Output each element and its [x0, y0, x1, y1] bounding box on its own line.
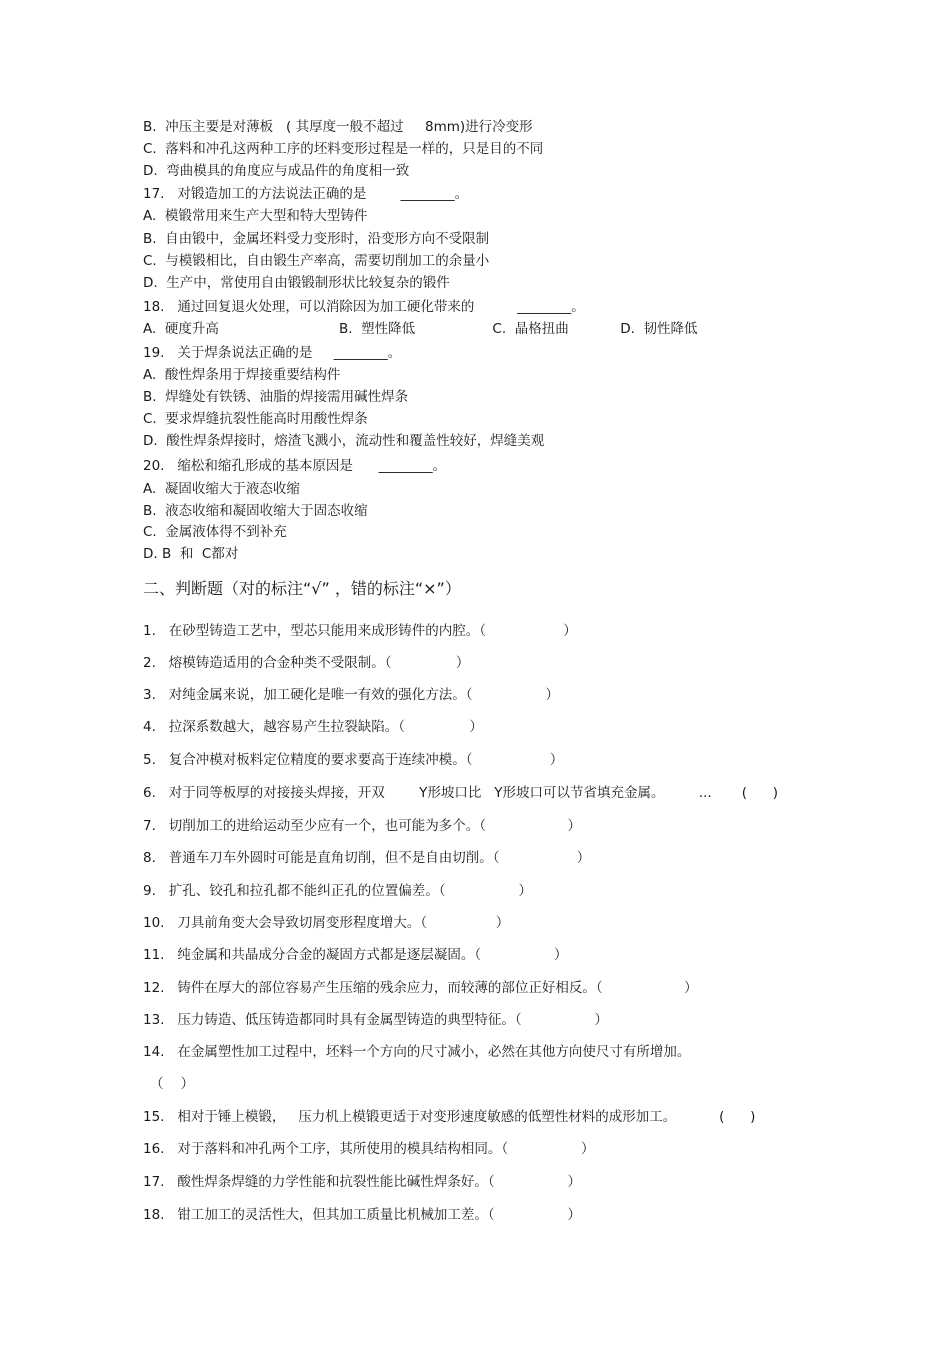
choice-line: C. 与模锻相比，自由锻生产率高，需要切削加工的余量小 — [143, 253, 490, 269]
judgment-item: 3. 对纯金属来说，加工硬化是唯一有效的强化方法。（ ） — [143, 687, 559, 703]
choice-line: D. 酸性焊条焊接时，熔渣飞溅小，流动性和覆盖性较好，焊缝美观 — [143, 433, 545, 449]
choice-line: B. 自由锻中，金属坯料受力变形时，沿变形方向不受限制 — [143, 231, 490, 247]
choice-line: B. 冲压主要是对薄板 ( 其厚度一般不超过 8mm)进行冷变形 — [143, 119, 533, 135]
judgment-item: 7. 切削加工的进给运动至少应有一个，也可能为多个。（ ） — [143, 818, 582, 834]
choice-line: C. 落料和冲孔这两种工序的坯料变形过程是一样的，只是目的不同 — [143, 141, 544, 157]
judgment-item: 5. 复合冲模对板料定位精度的要求要高于连续冲模。（ ） — [143, 752, 564, 768]
choice-line: 17. 对锻造加工的方法说法正确的是 ________。 — [143, 186, 469, 202]
judgment-item: 17. 酸性焊条焊缝的力学性能和抗裂性能比碱性焊条好。（ ） — [143, 1174, 582, 1190]
choice-line: A. 模锻常用来生产大型和特大型铸件 — [143, 208, 368, 224]
choice-line: C. 要求焊缝抗裂性能高时用酸性焊条 — [143, 411, 368, 427]
choice-line: A. 酸性焊条用于焊接重要结构件 — [143, 367, 341, 383]
judgment-item: 13. 压力铸造、低压铸造都同时具有金属型铸造的典型特征。（ ） — [143, 1012, 609, 1028]
judgment-item: 4. 拉深系数越大，越容易产生拉裂缺陷。（ ） — [143, 719, 483, 735]
judgment-item: 9. 扩孔、铰孔和拉孔都不能纠正孔的位置偏差。（ ） — [143, 883, 532, 899]
judgment-item: 15. 相对于锤上模锻， 压力机上模锻更适于对变形速度敏感的低塑性材料的成形加工。 ( ) — [143, 1109, 756, 1125]
choice-line: D. 弯曲模具的角度应与成品件的角度相一致 — [143, 163, 410, 179]
judgment-item: 16. 对于落料和冲孔两个工序，其所使用的模具结构相同。（ ） — [143, 1141, 595, 1157]
judgment-item: 14. 在金属塑性加工过程中，坯料一个方向的尺寸减小，必然在其他方向使尺寸有所增加。 — [143, 1044, 691, 1060]
judgment-item: 1. 在砂型铸造工艺中，型芯只能用来成形铸件的内腔。（ ） — [143, 623, 577, 639]
choice-line: 19. 关于焊条说法正确的是 ________。 — [143, 345, 402, 361]
choice-line: B. 液态收缩和凝固收缩大于固态收缩 — [143, 503, 368, 519]
judgment-item: 18. 钳工加工的灵活性大，但其加工质量比机械加工差。（ ） — [143, 1207, 582, 1223]
choice-line: 18. 通过回复退火处理，可以消除因为加工硬化带来的 ________。 — [143, 299, 585, 315]
judgment-item: 10. 刀具前角变大会导致切屑变形程度增大。（ ） — [143, 915, 510, 931]
choice-line: A. 硬度升高 B. 塑性降低 C. 晶格扭曲 D. 韧性降低 — [143, 321, 698, 337]
choice-line: B. 焊缝处有铁锈、油脂的焊接需用碱性焊条 — [143, 389, 409, 405]
judgment-item: 8. 普通车刀车外圆时可能是直角切削，但不是自由切削。（ ） — [143, 850, 591, 866]
choice-line: D. B 和 C都对 — [143, 546, 239, 562]
judgment-item: （ ） — [150, 1076, 195, 1092]
choice-line: D. 生产中，常使用自由锻锻制形状比较复杂的锻件 — [143, 275, 450, 291]
judgment-item: 11. 纯金属和共晶成分合金的凝固方式都是逐层凝固。（ ） — [143, 947, 568, 963]
judgment-item: 2. 熔模铸造适用的合金种类不受限制。（ ） — [143, 655, 470, 671]
choice-line: C. 金属液体得不到补充 — [143, 524, 287, 540]
choice-line: 20. 缩松和缩孔形成的基本原因是 ________。 — [143, 458, 447, 474]
choice-line: A. 凝固收缩大于液态收缩 — [143, 481, 300, 497]
section-title: 二、判断题（对的标注“√” ，错的标注“×”） — [143, 579, 461, 598]
judgment-item: 12. 铸件在厚大的部位容易产生压缩的残余应力，而较薄的部位正好相反。（ ） — [143, 980, 698, 996]
judgment-item: 6. 对于同等板厚的对接接头焊接，开双 Y形坡口比 Y形坡口可以节省填充金属。 ... ( ) — [143, 785, 778, 801]
